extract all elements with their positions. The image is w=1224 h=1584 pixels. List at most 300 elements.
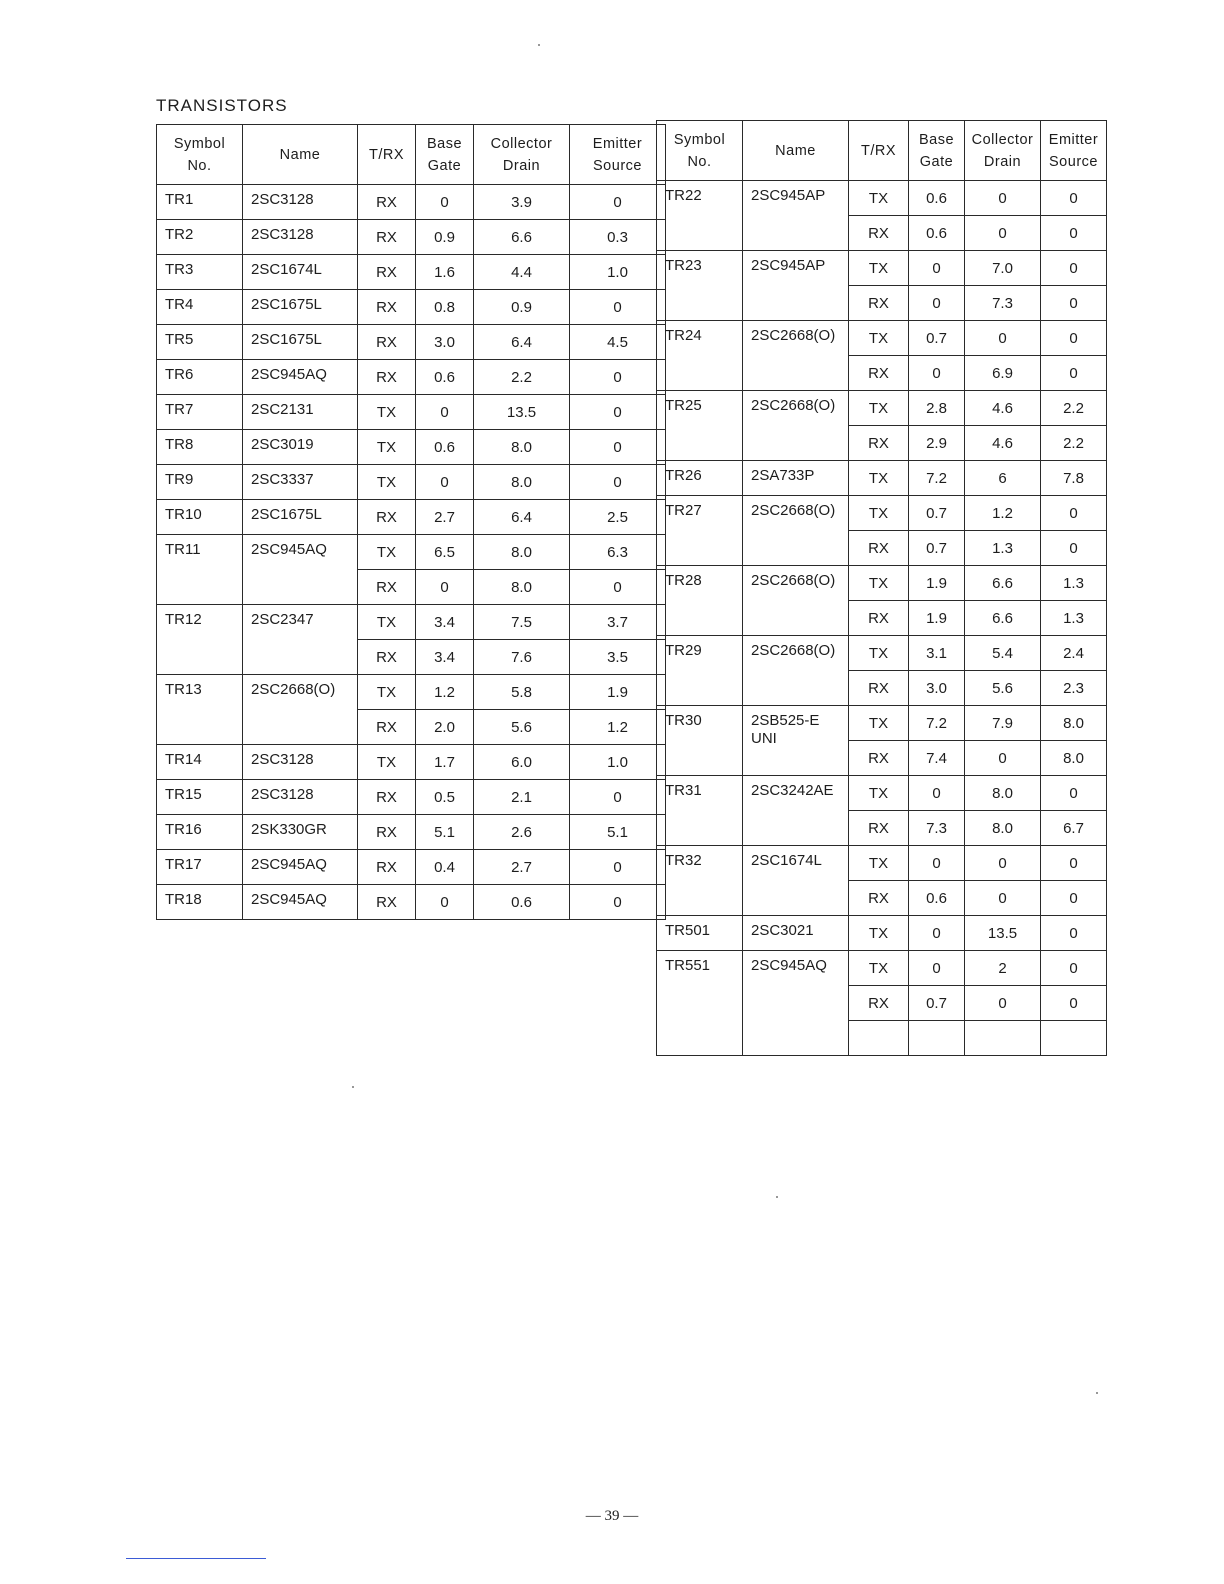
base-cell: 0	[909, 916, 965, 951]
symbol-cell: TR24	[657, 321, 743, 391]
emitter-cell: 0	[570, 570, 666, 605]
trx-cell: RX	[849, 986, 909, 1021]
emitter-cell: 0	[1041, 321, 1107, 356]
table-row	[157, 605, 666, 640]
symbol-cell: TR12	[157, 605, 243, 675]
emitter-cell: 0	[570, 430, 666, 465]
table-row	[157, 675, 666, 710]
trx-cell: RX	[849, 531, 909, 566]
table-header	[157, 125, 666, 185]
trx-cell: RX	[358, 815, 416, 850]
emitter-cell: 3.5	[570, 640, 666, 675]
section-title: TRANSISTORS	[156, 96, 288, 115]
base-cell: 3.4	[416, 605, 474, 640]
table-row	[657, 916, 1107, 951]
header-emitter-source: Emitter Source	[1041, 121, 1107, 181]
collector-cell: 0.9	[474, 290, 570, 325]
symbol-cell: TR10	[157, 500, 243, 535]
base-cell: 0	[416, 570, 474, 605]
symbol-cell: TR2	[157, 220, 243, 255]
emitter-cell: 0	[1041, 356, 1107, 391]
collector-cell: 8.0	[965, 811, 1041, 846]
collector-cell: 6.4	[474, 325, 570, 360]
emitter-cell: 0	[1041, 496, 1107, 531]
base-cell: 3.4	[416, 640, 474, 675]
scan-speck	[352, 1086, 354, 1088]
base-cell: 7.2	[909, 706, 965, 741]
trx-cell: RX	[849, 286, 909, 321]
table-row	[157, 290, 666, 325]
symbol-cell: TR23	[657, 251, 743, 321]
header-symbol: Symbol No.	[157, 125, 243, 185]
trx-cell: TX	[358, 535, 416, 570]
trx-cell: RX	[849, 881, 909, 916]
name-cell: 2SC1674L	[743, 846, 849, 916]
collector-cell: 5.8	[474, 675, 570, 710]
symbol-cell: TR29	[657, 636, 743, 706]
name-cell: 2SC3337	[243, 465, 358, 500]
name-cell: 2SC2668(O)	[743, 321, 849, 391]
collector-cell: 7.6	[474, 640, 570, 675]
emitter-cell: 1.9	[570, 675, 666, 710]
trx-cell: RX	[358, 220, 416, 255]
trx-cell: TX	[849, 566, 909, 601]
symbol-cell: TR11	[157, 535, 243, 605]
table-row	[157, 500, 666, 535]
name-cell: 2SC945AP	[743, 181, 849, 251]
name-cell: 2SC3128	[243, 220, 358, 255]
table-row	[157, 255, 666, 290]
name-cell: 2SC3128	[243, 185, 358, 220]
base-cell: 2.9	[909, 426, 965, 461]
base-cell: 0	[416, 465, 474, 500]
trx-cell: TX	[849, 636, 909, 671]
symbol-cell: TR25	[657, 391, 743, 461]
collector-cell: 4.4	[474, 255, 570, 290]
header-base-gate: Base Gate	[909, 121, 965, 181]
base-cell: 0	[416, 185, 474, 220]
collector-cell: 2.6	[474, 815, 570, 850]
emitter-cell: 1.2	[570, 710, 666, 745]
name-cell: 2SA733P	[743, 461, 849, 496]
name-cell: 2SC2668(O)	[743, 636, 849, 706]
symbol-cell: TR26	[657, 461, 743, 496]
symbol-cell: TR501	[657, 916, 743, 951]
header-name: Name	[243, 125, 358, 185]
emitter-cell: 7.8	[1041, 461, 1107, 496]
name-cell: 2SC1675L	[243, 325, 358, 360]
name-cell: 2SC3128	[243, 780, 358, 815]
emitter-cell: 0	[570, 465, 666, 500]
base-cell: 3.0	[416, 325, 474, 360]
collector-cell: 5.6	[965, 671, 1041, 706]
base-cell: 0	[909, 356, 965, 391]
collector-cell: 7.5	[474, 605, 570, 640]
trx-cell: RX	[358, 885, 416, 920]
table-row	[657, 496, 1107, 531]
header-base-gate: Base Gate	[416, 125, 474, 185]
symbol-cell: TR9	[157, 465, 243, 500]
trx-cell: TX	[849, 461, 909, 496]
collector-cell: 0.6	[474, 885, 570, 920]
collector-cell: 5.4	[965, 636, 1041, 671]
symbol-cell: TR17	[157, 850, 243, 885]
name-cell: 2SC1674L	[243, 255, 358, 290]
symbol-cell: TR30	[657, 706, 743, 776]
collector-cell: 4.6	[965, 391, 1041, 426]
emitter-cell: 6.7	[1041, 811, 1107, 846]
trx-cell: TX	[849, 181, 909, 216]
emitter-cell	[1041, 1021, 1107, 1056]
trx-cell: TX	[849, 391, 909, 426]
trx-cell: RX	[358, 780, 416, 815]
trx-cell: TX	[849, 496, 909, 531]
base-cell: 3.0	[909, 671, 965, 706]
page-number: — 39 —	[585, 1508, 639, 1524]
base-cell: 0.4	[416, 850, 474, 885]
emitter-cell: 0	[1041, 776, 1107, 811]
header-symbol: Symbol No.	[657, 121, 743, 181]
symbol-cell: TR1	[157, 185, 243, 220]
trx-cell: TX	[358, 395, 416, 430]
base-cell: 0.7	[909, 321, 965, 356]
trx-cell: TX	[358, 605, 416, 640]
name-cell: 2SC3128	[243, 745, 358, 780]
base-cell: 6.5	[416, 535, 474, 570]
base-cell: 7.2	[909, 461, 965, 496]
emitter-cell: 0	[1041, 986, 1107, 1021]
base-cell: 0.7	[909, 531, 965, 566]
trx-cell: TX	[849, 776, 909, 811]
table-row	[157, 850, 666, 885]
collector-cell: 3.9	[474, 185, 570, 220]
emitter-cell: 1.0	[570, 255, 666, 290]
table-row	[157, 535, 666, 570]
trx-cell: TX	[849, 706, 909, 741]
trx-cell: RX	[358, 325, 416, 360]
base-cell: 1.6	[416, 255, 474, 290]
base-cell: 0	[909, 776, 965, 811]
collector-cell: 7.9	[965, 706, 1041, 741]
trx-cell: TX	[849, 916, 909, 951]
trx-cell: RX	[849, 811, 909, 846]
base-cell: 0.7	[909, 986, 965, 1021]
name-cell: 2SC3021	[743, 916, 849, 951]
base-cell: 0	[909, 251, 965, 286]
base-cell: 0.6	[909, 216, 965, 251]
header-collector-drain: Collector Drain	[965, 121, 1041, 181]
collector-cell: 7.0	[965, 251, 1041, 286]
emitter-cell: 2.2	[1041, 426, 1107, 461]
header-trx: T/RX	[358, 125, 416, 185]
name-cell: 2SC3019	[243, 430, 358, 465]
base-cell: 7.3	[909, 811, 965, 846]
base-cell: 0	[416, 885, 474, 920]
base-cell: 1.7	[416, 745, 474, 780]
collector-cell: 0	[965, 181, 1041, 216]
trx-cell: RX	[358, 255, 416, 290]
trx-cell: TX	[358, 465, 416, 500]
trx-cell: RX	[358, 360, 416, 395]
table-row	[157, 360, 666, 395]
base-cell: 0	[416, 395, 474, 430]
emitter-cell: 0	[570, 850, 666, 885]
trx-cell	[849, 1021, 909, 1056]
collector-cell: 7.3	[965, 286, 1041, 321]
table-row	[157, 395, 666, 430]
trx-cell: RX	[358, 290, 416, 325]
base-cell: 0.7	[909, 496, 965, 531]
transistor-table-right	[656, 120, 1107, 1056]
emitter-cell: 0	[1041, 251, 1107, 286]
name-cell: 2SC945AQ	[243, 535, 358, 605]
emitter-cell: 0	[1041, 181, 1107, 216]
collector-cell: 2	[965, 951, 1041, 986]
name-cell: 2SC945AP	[743, 251, 849, 321]
emitter-cell: 0	[570, 395, 666, 430]
symbol-cell: TR31	[657, 776, 743, 846]
table-row	[657, 391, 1107, 426]
emitter-cell: 6.3	[570, 535, 666, 570]
collector-cell: 6.6	[965, 601, 1041, 636]
name-cell: 2SC1675L	[243, 290, 358, 325]
name-cell: 2SC1675L	[243, 500, 358, 535]
base-cell: 0	[909, 286, 965, 321]
collector-cell: 2.2	[474, 360, 570, 395]
name-cell: 2SC945AQ	[743, 951, 849, 1056]
base-cell: 0	[909, 951, 965, 986]
name-cell: 2SC945AQ	[243, 360, 358, 395]
symbol-cell: TR32	[657, 846, 743, 916]
emitter-cell: 4.5	[570, 325, 666, 360]
base-cell: 2.8	[909, 391, 965, 426]
name-cell: 2SC3242AE	[743, 776, 849, 846]
emitter-cell: 0	[570, 185, 666, 220]
table-row	[157, 815, 666, 850]
table-row	[157, 185, 666, 220]
base-cell: 0	[909, 846, 965, 881]
emitter-cell: 0	[1041, 881, 1107, 916]
collector-cell: 8.0	[474, 465, 570, 500]
symbol-cell: TR5	[157, 325, 243, 360]
trx-cell: RX	[358, 850, 416, 885]
emitter-cell: 0.3	[570, 220, 666, 255]
symbol-cell: TR22	[657, 181, 743, 251]
base-cell: 0.6	[909, 181, 965, 216]
base-cell: 3.1	[909, 636, 965, 671]
emitter-cell: 0	[570, 360, 666, 395]
table-row	[657, 846, 1107, 881]
symbol-cell: TR28	[657, 566, 743, 636]
collector-cell: 2.1	[474, 780, 570, 815]
table-row	[657, 251, 1107, 286]
trx-cell: RX	[849, 426, 909, 461]
base-cell: 0.8	[416, 290, 474, 325]
collector-cell: 0	[965, 321, 1041, 356]
table-row	[657, 776, 1107, 811]
symbol-cell: TR4	[157, 290, 243, 325]
trx-cell: RX	[358, 185, 416, 220]
trx-cell: RX	[849, 601, 909, 636]
collector-cell: 6.0	[474, 745, 570, 780]
collector-cell: 13.5	[965, 916, 1041, 951]
footer-rule	[126, 1558, 266, 1559]
emitter-cell: 2.2	[1041, 391, 1107, 426]
symbol-cell: TR3	[157, 255, 243, 290]
header-trx: T/RX	[849, 121, 909, 181]
trx-cell: TX	[849, 251, 909, 286]
collector-cell: 4.6	[965, 426, 1041, 461]
table-row	[157, 325, 666, 360]
symbol-cell: TR18	[157, 885, 243, 920]
base-cell: 0.5	[416, 780, 474, 815]
trx-cell: TX	[358, 430, 416, 465]
trx-cell: TX	[358, 745, 416, 780]
emitter-cell: 0	[1041, 951, 1107, 986]
collector-cell: 13.5	[474, 395, 570, 430]
symbol-cell: TR14	[157, 745, 243, 780]
emitter-cell: 0	[1041, 916, 1107, 951]
trx-cell: RX	[849, 356, 909, 391]
table-row	[157, 885, 666, 920]
collector-cell: 6.4	[474, 500, 570, 535]
collector-cell: 6	[965, 461, 1041, 496]
emitter-cell: 8.0	[1041, 706, 1107, 741]
emitter-cell: 3.7	[570, 605, 666, 640]
trx-cell: TX	[849, 846, 909, 881]
collector-cell: 1.3	[965, 531, 1041, 566]
table-header	[657, 121, 1107, 181]
trx-cell: TX	[849, 321, 909, 356]
table-row	[657, 321, 1107, 356]
base-cell: 1.9	[909, 566, 965, 601]
emitter-cell: 1.0	[570, 745, 666, 780]
symbol-cell: TR13	[157, 675, 243, 745]
name-cell: 2SC2668(O)	[743, 496, 849, 566]
trx-cell: RX	[849, 216, 909, 251]
table-row	[157, 220, 666, 255]
scan-speck	[776, 1196, 778, 1198]
base-cell: 0.6	[416, 430, 474, 465]
name-cell: 2SC945AQ	[243, 885, 358, 920]
name-cell: 2SC2668(O)	[743, 566, 849, 636]
name-cell: 2SB525-E UNI	[743, 706, 849, 776]
symbol-cell: TR551	[657, 951, 743, 1056]
table-row	[657, 566, 1107, 601]
trx-cell: RX	[849, 741, 909, 776]
table-row	[157, 780, 666, 815]
name-cell: 2SC2131	[243, 395, 358, 430]
table-row	[657, 706, 1107, 741]
name-cell: 2SK330GR	[243, 815, 358, 850]
trx-cell: TX	[849, 951, 909, 986]
collector-cell: 0	[965, 741, 1041, 776]
header-emitter-source: Emitter Source	[570, 125, 666, 185]
emitter-cell: 2.4	[1041, 636, 1107, 671]
table-row	[157, 430, 666, 465]
symbol-cell: TR15	[157, 780, 243, 815]
trx-cell: RX	[358, 500, 416, 535]
emitter-cell: 8.0	[1041, 741, 1107, 776]
base-cell	[909, 1021, 965, 1056]
collector-cell: 6.9	[965, 356, 1041, 391]
emitter-cell: 0	[570, 885, 666, 920]
name-cell: 2SC945AQ	[243, 850, 358, 885]
table-row	[657, 951, 1107, 986]
table-row	[157, 745, 666, 780]
emitter-cell: 1.3	[1041, 601, 1107, 636]
table-row	[657, 181, 1107, 216]
symbol-cell: TR27	[657, 496, 743, 566]
name-cell: 2SC2347	[243, 605, 358, 675]
base-cell: 1.9	[909, 601, 965, 636]
trx-cell: RX	[358, 640, 416, 675]
emitter-cell: 5.1	[570, 815, 666, 850]
emitter-cell: 0	[570, 290, 666, 325]
header-name: Name	[743, 121, 849, 181]
symbol-cell: TR16	[157, 815, 243, 850]
collector-cell: 8.0	[474, 570, 570, 605]
symbol-cell: TR7	[157, 395, 243, 430]
header-collector-drain: Collector Drain	[474, 125, 570, 185]
base-cell: 5.1	[416, 815, 474, 850]
collector-cell: 1.2	[965, 496, 1041, 531]
scan-speck	[1096, 1392, 1098, 1394]
base-cell: 7.4	[909, 741, 965, 776]
collector-cell: 6.6	[474, 220, 570, 255]
table-row	[657, 636, 1107, 671]
trx-cell: RX	[358, 570, 416, 605]
collector-cell	[965, 1021, 1041, 1056]
collector-cell: 8.0	[965, 776, 1041, 811]
emitter-cell: 0	[1041, 286, 1107, 321]
scan-speck	[538, 44, 540, 46]
base-cell: 2.0	[416, 710, 474, 745]
collector-cell: 8.0	[474, 430, 570, 465]
trx-cell: RX	[849, 671, 909, 706]
emitter-cell: 0	[1041, 216, 1107, 251]
base-cell: 0.9	[416, 220, 474, 255]
base-cell: 0.6	[909, 881, 965, 916]
collector-cell: 0	[965, 881, 1041, 916]
emitter-cell: 0	[570, 780, 666, 815]
table-row	[157, 465, 666, 500]
collector-cell: 6.6	[965, 566, 1041, 601]
name-cell: 2SC2668(O)	[243, 675, 358, 745]
collector-cell: 8.0	[474, 535, 570, 570]
base-cell: 2.7	[416, 500, 474, 535]
collector-cell: 5.6	[474, 710, 570, 745]
trx-cell: RX	[358, 710, 416, 745]
base-cell: 1.2	[416, 675, 474, 710]
collector-cell: 0	[965, 216, 1041, 251]
collector-cell: 0	[965, 846, 1041, 881]
transistor-table-left	[156, 124, 666, 920]
table-row	[657, 461, 1107, 496]
collector-cell: 0	[965, 986, 1041, 1021]
emitter-cell: 2.3	[1041, 671, 1107, 706]
emitter-cell: 1.3	[1041, 566, 1107, 601]
base-cell: 0.6	[416, 360, 474, 395]
symbol-cell: TR6	[157, 360, 243, 395]
name-cell: 2SC2668(O)	[743, 391, 849, 461]
trx-cell: TX	[358, 675, 416, 710]
collector-cell: 2.7	[474, 850, 570, 885]
emitter-cell: 2.5	[570, 500, 666, 535]
emitter-cell: 0	[1041, 531, 1107, 566]
symbol-cell: TR8	[157, 430, 243, 465]
emitter-cell: 0	[1041, 846, 1107, 881]
